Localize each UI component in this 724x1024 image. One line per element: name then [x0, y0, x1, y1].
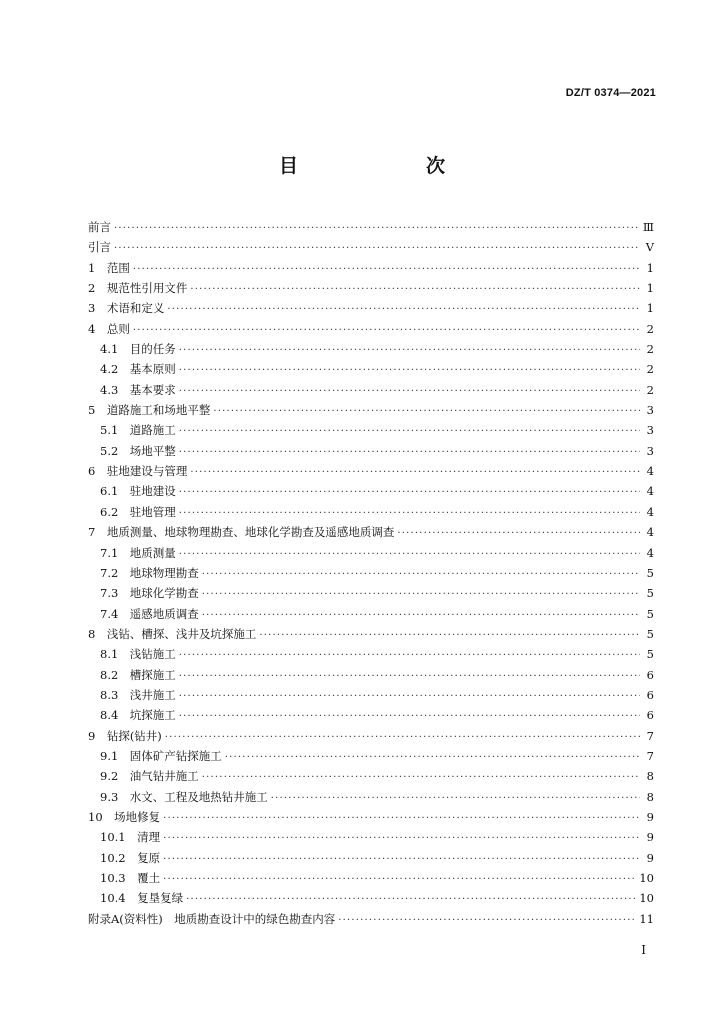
dot-leader [186, 890, 635, 910]
toc-entry-label: 8 浅钻、槽探、浅井及坑探施工 [88, 626, 257, 641]
toc-entry-label: 7.4 遥感地质调查 [100, 606, 199, 621]
toc-entry-page: 11 [639, 911, 654, 926]
dot-leader [167, 300, 640, 320]
dot-leader [133, 321, 640, 341]
toc-entry[interactable] [88, 888, 654, 908]
table-of-contents [88, 217, 654, 929]
toc-entry-page: 6 [646, 667, 654, 682]
toc-entry-page: 5 [646, 606, 654, 621]
toc-entry-page: 4 [646, 525, 654, 540]
toc-entry-label: 8.4 坑探施工 [100, 708, 176, 723]
toc-entry[interactable] [88, 298, 654, 318]
toc-entry[interactable] [88, 400, 654, 420]
toc-entry-label: 2 规范性引用文件 [88, 281, 188, 296]
toc-entry-page: 5 [646, 647, 654, 662]
dot-leader [133, 260, 640, 280]
toc-entry[interactable] [88, 563, 654, 583]
dot-leader [165, 728, 640, 748]
dot-leader [225, 748, 640, 768]
dot-leader [202, 768, 640, 788]
toc-entry[interactable] [88, 461, 654, 481]
toc-entry-page: 1 [646, 281, 654, 296]
toc-entry[interactable] [88, 420, 654, 440]
dot-leader [190, 280, 640, 300]
toc-entry-page: 7 [646, 748, 654, 763]
toc-entry-label: 1 范围 [88, 260, 130, 275]
toc-entry-label: 6 驻地建设与管理 [88, 464, 188, 479]
dot-leader [179, 646, 640, 666]
toc-entry[interactable] [88, 848, 654, 868]
toc-entry-label: 9.1 固体矿产钻探施工 [100, 748, 222, 763]
toc-entry[interactable] [88, 481, 654, 501]
toc-entry[interactable] [88, 604, 654, 624]
toc-entry-label: 10.2 复原 [100, 850, 161, 865]
dot-leader [179, 422, 640, 442]
toc-entry[interactable] [88, 583, 654, 603]
toc-entry-page: 2 [646, 342, 654, 357]
toc-entry-label: 10.4 复垦复绿 [100, 891, 184, 906]
toc-entry-page: 2 [646, 382, 654, 397]
toc-entry-label: 9.2 油气钻井施工 [100, 769, 199, 784]
toc-entry[interactable] [88, 441, 654, 461]
toc-entry-page: 6 [646, 708, 654, 723]
toc-entry-label: 前言 [88, 220, 111, 234]
toc-entry-label: 附录A(资料性) 地质勘查设计中的绿色勘查内容 [88, 911, 336, 926]
toc-entry-label: 7 地质测量、地球物理勘查、地球化学勘查及遥感地质调查 [88, 525, 395, 540]
toc-entry-label: 5 道路施工和场地平整 [88, 403, 211, 418]
toc-entry-page: 1 [646, 301, 654, 316]
toc-entry-page: Ⅴ [645, 240, 654, 255]
toc-entry[interactable] [88, 807, 654, 827]
dot-leader [179, 504, 640, 524]
toc-entry[interactable] [88, 258, 654, 278]
toc-entry-page: 7 [646, 728, 654, 743]
dot-leader [213, 402, 640, 422]
toc-entry[interactable] [88, 868, 654, 888]
toc-entry-label: 5.2 场地平整 [100, 443, 176, 458]
dot-leader [163, 870, 635, 890]
dot-leader [397, 524, 640, 544]
toc-entry-page: 4 [646, 484, 654, 499]
toc-entry-label: 7.1 地质测量 [100, 545, 176, 560]
toc-entry[interactable] [88, 217, 654, 237]
toc-entry-label: 8.3 浅井施工 [100, 687, 176, 702]
toc-entry-page: 9 [646, 830, 654, 845]
toc-entry-page: 2 [646, 321, 654, 336]
toc-entry-page: 10 [639, 891, 654, 906]
toc-entry[interactable] [88, 624, 654, 644]
dot-leader [163, 829, 640, 849]
dot-leader [179, 443, 640, 463]
toc-entry[interactable] [88, 827, 654, 847]
toc-entry[interactable] [88, 746, 654, 766]
toc-entry-page: 3 [646, 403, 654, 418]
toc-entry-page: 8 [646, 769, 654, 784]
toc-entry-label: 8.2 槽探施工 [100, 667, 176, 682]
page-title: 目 次 [278, 155, 475, 177]
toc-entry-page: 4 [646, 464, 654, 479]
toc-entry[interactable] [88, 726, 654, 746]
toc-entry-page: 5 [646, 565, 654, 580]
toc-entry-label: 4.2 基本原则 [100, 362, 176, 377]
toc-entry-label: 10 场地修复 [88, 809, 161, 824]
toc-entry[interactable] [88, 237, 654, 257]
toc-entry-page: 5 [646, 586, 654, 601]
toc-entry[interactable] [88, 380, 654, 400]
dot-leader [179, 361, 640, 381]
toc-entry[interactable] [88, 359, 654, 379]
dot-leader [179, 707, 640, 727]
dot-leader [202, 606, 640, 626]
toc-entry-label: 引言 [88, 240, 111, 255]
toc-entry-page: 9 [646, 850, 654, 865]
toc-entry[interactable] [88, 665, 654, 685]
dot-leader [179, 341, 640, 361]
toc-entry-label: 6.2 驻地管理 [100, 504, 176, 519]
toc-entry[interactable] [88, 705, 654, 725]
toc-entry[interactable] [88, 685, 654, 705]
toc-entry-label: 3 术语和定义 [88, 301, 165, 316]
toc-entry-label: 8.1 浅钻施工 [100, 647, 176, 662]
toc-entry[interactable] [88, 766, 654, 786]
toc-entry-label: 7.3 地球化学勘查 [100, 586, 199, 601]
dot-leader [179, 545, 640, 565]
toc-entry-page: 8 [646, 789, 654, 804]
toc-entry-page: 4 [646, 545, 654, 560]
dot-leader [179, 483, 640, 503]
toc-entry[interactable] [88, 278, 654, 298]
toc-entry-page: 3 [646, 443, 654, 458]
toc-entry-label: 9.3 水文、工程及地热钻井施工 [100, 789, 268, 804]
toc-entry-label: 4.3 基本要求 [100, 382, 176, 397]
dot-leader [202, 585, 640, 605]
toc-entry-label: 9 钻探(钻井) [88, 728, 162, 743]
dot-leader [202, 565, 640, 585]
dot-leader [114, 239, 640, 259]
dot-leader [179, 667, 640, 687]
toc-entry-page: 4 [646, 504, 654, 519]
toc-entry[interactable] [88, 319, 654, 339]
document-code: DZ/T 0374—2021 [565, 87, 656, 99]
toc-entry-page: 2 [646, 362, 654, 377]
dot-leader [179, 382, 640, 402]
dot-leader [338, 911, 635, 931]
dot-leader [163, 809, 640, 829]
toc-entry-page: 10 [639, 871, 654, 885]
dot-leader [114, 219, 639, 239]
toc-entry-page: 5 [646, 626, 654, 641]
toc-entry-page: 6 [646, 687, 654, 702]
toc-entry-label: 10.1 清理 [100, 830, 161, 845]
toc-entry[interactable] [88, 787, 654, 807]
toc-entry-page: Ⅲ [642, 220, 654, 234]
toc-entry[interactable] [88, 522, 654, 542]
toc-entry[interactable] [88, 644, 654, 664]
toc-entry-page: 9 [646, 809, 654, 824]
dot-leader [259, 626, 640, 646]
dot-leader [163, 850, 640, 870]
toc-entry[interactable] [88, 339, 654, 359]
toc-entry-label: 4.1 目的任务 [100, 342, 176, 357]
toc-entry[interactable] [88, 909, 654, 929]
toc-entry-page: 1 [646, 260, 654, 275]
dot-leader [190, 463, 640, 483]
toc-entry-label: 4 总则 [88, 321, 130, 336]
toc-entry-page: 3 [646, 423, 654, 438]
dot-leader [271, 789, 640, 809]
toc-entry[interactable] [88, 543, 654, 563]
toc-entry-label: 7.2 地球物理勘查 [100, 565, 199, 580]
toc-entry-label: 5.1 道路施工 [100, 423, 176, 438]
toc-entry-label: 10.3 覆土 [100, 871, 161, 885]
page-number: Ⅰ [641, 943, 646, 957]
toc-entry[interactable] [88, 502, 654, 522]
dot-leader [179, 687, 640, 707]
toc-entry-label: 6.1 驻地建设 [100, 484, 176, 499]
